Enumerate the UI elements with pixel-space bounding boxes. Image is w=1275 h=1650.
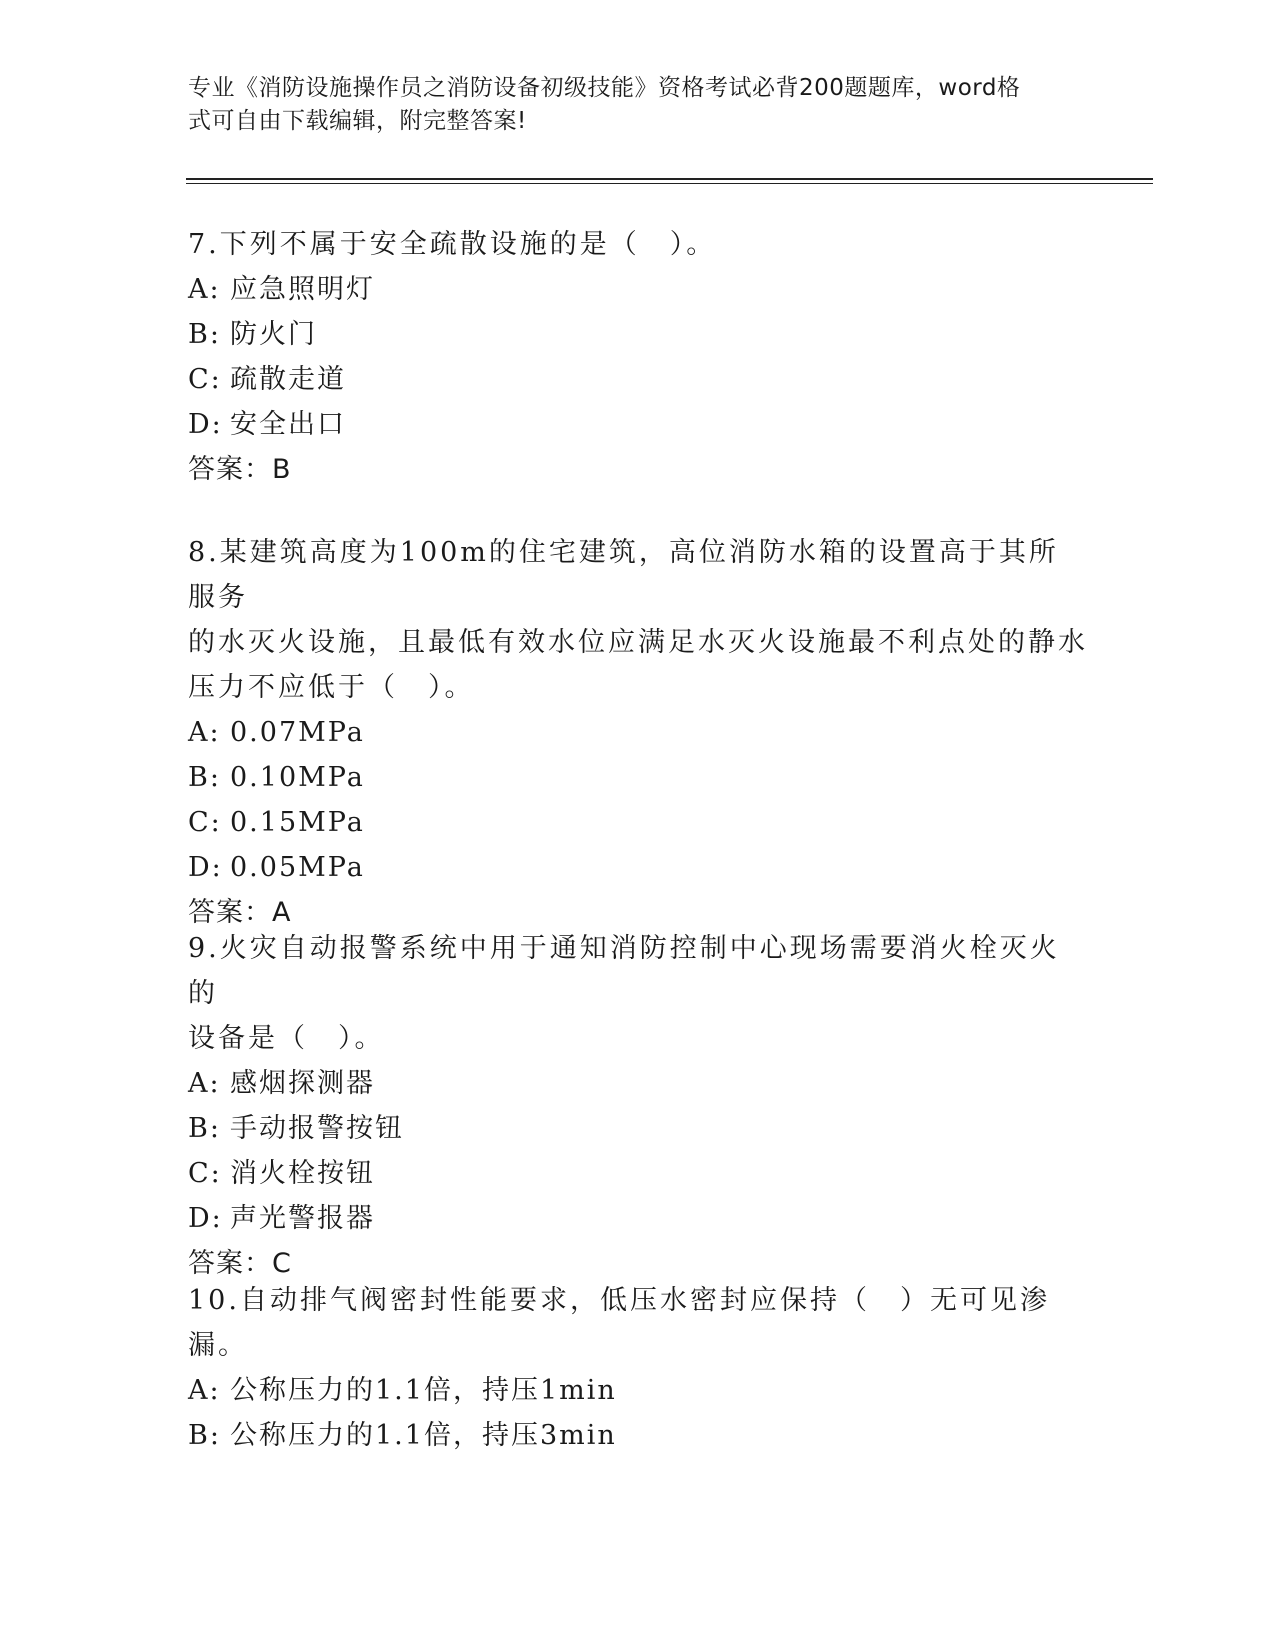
option-letter: A: (188, 1068, 221, 1099)
header-divider-thin (186, 183, 1153, 184)
option-a (188, 1368, 1088, 1413)
question-stem-line-2: 设备是（ ）。 (188, 1023, 385, 1054)
header-divider-thick (186, 178, 1153, 180)
option-letter: D: (188, 409, 223, 440)
option-c (188, 357, 1088, 402)
answer: 答案：B (188, 454, 292, 485)
option-text: 0.07MPa (230, 717, 365, 748)
option-d (188, 845, 1088, 890)
option-d (188, 1196, 1088, 1241)
option-b (188, 1106, 1088, 1151)
question-10 (188, 1278, 1088, 1458)
option-d (188, 402, 1088, 447)
option-letter: A: (188, 1375, 221, 1406)
option-text: 公称压力的1.1倍，持压3min (230, 1420, 617, 1451)
option-c (188, 1151, 1088, 1196)
option-text: 公称压力的1.1倍，持压1min (230, 1375, 617, 1406)
option-letter: A: (188, 717, 221, 748)
question-7 (188, 222, 1088, 492)
answer: 答案：C (188, 1248, 292, 1279)
question-8 (188, 530, 1088, 935)
option-letter: D: (188, 852, 223, 883)
option-text: 0.15MPa (230, 807, 365, 838)
option-text: 应急照明灯 (230, 274, 375, 305)
option-letter: A: (188, 274, 221, 305)
option-text: 消火栓按钮 (230, 1158, 375, 1189)
header-line-1: 专业《消防设施操作员之消防设备初级技能》资格考试必背200题题库，word格 (188, 75, 1021, 101)
option-letter: B: (188, 1113, 221, 1144)
option-letter: C: (188, 807, 222, 838)
header-line-2: 式可自由下载编辑，附完整答案! (188, 108, 527, 134)
option-letter: C: (188, 1158, 222, 1189)
option-b (188, 755, 1088, 800)
option-text: 0.10MPa (230, 762, 365, 793)
option-text: 安全出口 (230, 409, 346, 440)
question-9 (188, 926, 1088, 1286)
option-text: 手动报警按钮 (230, 1113, 404, 1144)
option-a (188, 1061, 1088, 1106)
answer: 答案：A (188, 897, 292, 928)
option-a (188, 267, 1088, 312)
option-letter: D: (188, 1203, 223, 1234)
option-b (188, 312, 1088, 357)
question-stem: 7.下列不属于安全疏散设施的是（ ）。 (188, 229, 717, 260)
option-text: 0.05MPa (230, 852, 365, 883)
option-letter: C: (188, 364, 222, 395)
option-a (188, 710, 1088, 755)
option-text: 防火门 (230, 319, 317, 350)
option-text: 疏散走道 (230, 364, 346, 395)
question-stem: 10.自动排气阀密封性能要求，低压水密封应保持（ ）无可见渗漏。 (188, 1285, 1050, 1361)
option-letter: B: (188, 319, 221, 350)
option-letter: B: (188, 762, 221, 793)
question-stem-line-1: 9.火灾自动报警系统中用于通知消防控制中心现场需要消火栓灭火的 (188, 933, 1060, 1009)
option-letter: B: (188, 1420, 221, 1451)
option-text: 声光警报器 (230, 1203, 375, 1234)
option-c (188, 800, 1088, 845)
option-text: 感烟探测器 (230, 1068, 375, 1099)
question-stem-line-2: 的水灭火设施，且最低有效水位应满足水灭火设施最不利点处的静水 (188, 627, 1088, 658)
document-header (188, 72, 1068, 138)
question-stem-line-3: 压力不应低于（ ）。 (188, 672, 475, 703)
question-stem-line-1: 8.某建筑高度为100m的住宅建筑，高位消防水箱的设置高于其所服务 (188, 537, 1059, 613)
option-b (188, 1413, 1088, 1458)
